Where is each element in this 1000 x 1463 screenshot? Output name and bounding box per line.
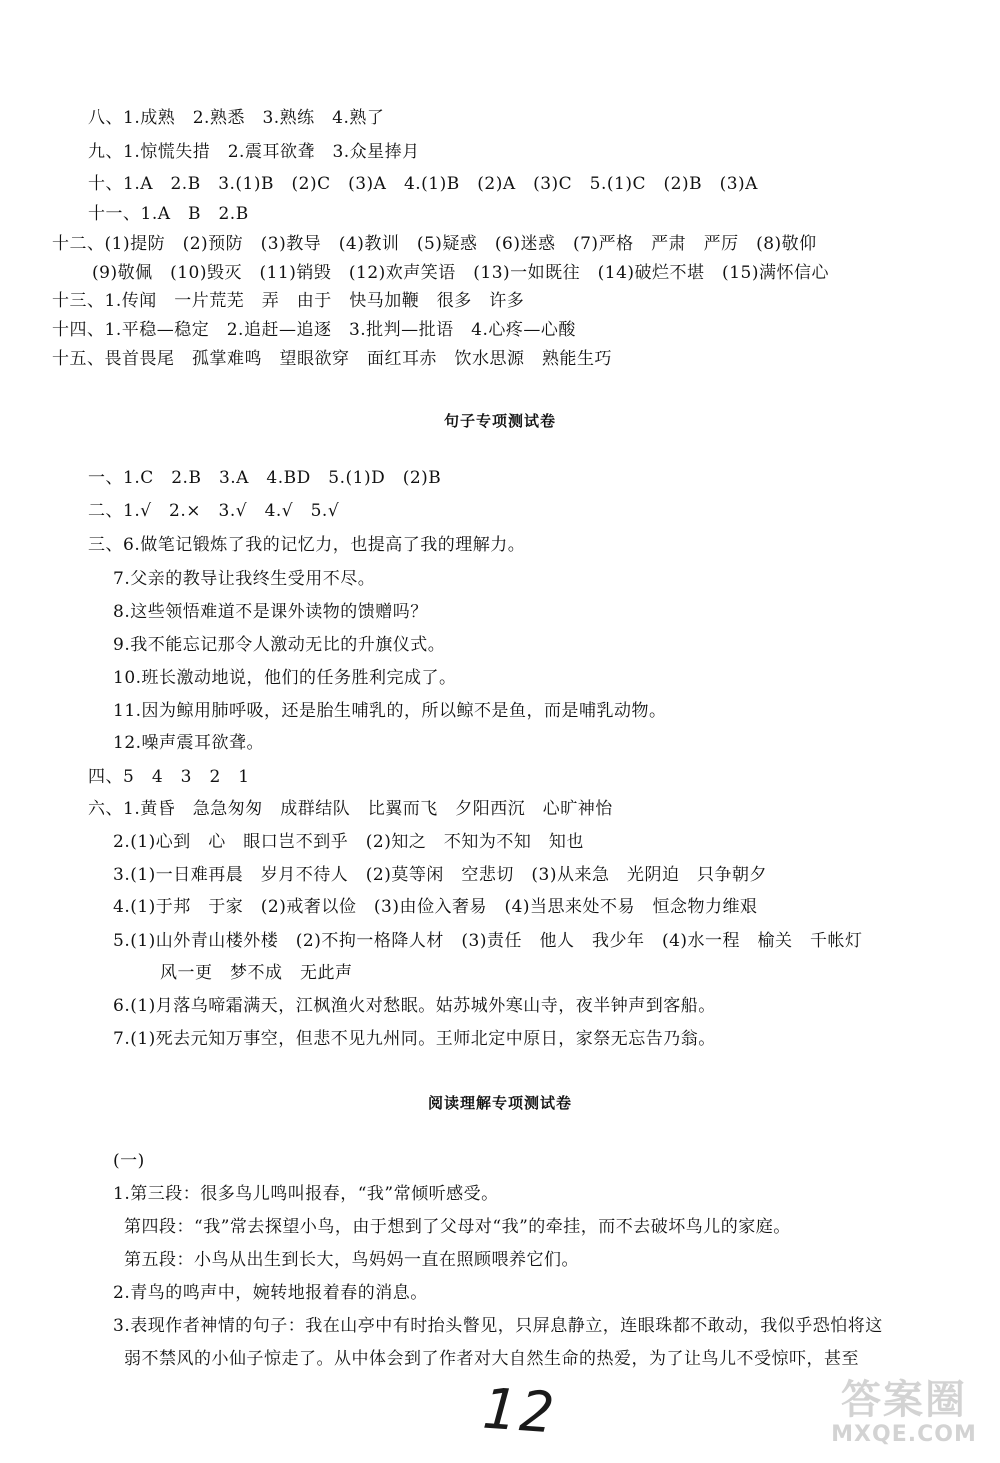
- answer-line-11: 十一、1.A B 2.B: [88, 204, 249, 224]
- reading-line: 第四段：“我”常去探望小鸟，由于想到了父母对“我”的牵挂，而不去破坏鸟儿的家庭。: [124, 1217, 791, 1237]
- sentence-line: 6.(1)月落乌啼霜满天，江枫渔火对愁眠。姑苏城外寒山寺，夜半钟声到客船。: [113, 996, 716, 1016]
- answer-line-8: 八、1.成熟 2.熟悉 3.熟练 4.熟了: [88, 108, 385, 128]
- sentence-line: 5.(1)山外青山楼外楼 (2)不拘一格降人材 (3)责任 他人 我少年 (4)水一程 榆关 千帐灯: [113, 931, 863, 951]
- reading-line: (一): [113, 1151, 145, 1171]
- sentence-line: 7.(1)死去元知万事空，但悲不见九州同。王师北定中原日，家祭无忘告乃翁。: [113, 1029, 716, 1049]
- sentence-line: 10.班长激动地说，他们的任务胜利完成了。: [113, 668, 457, 688]
- sentence-line: 二、1.√ 2.× 3.√ 4.√ 5.√: [88, 501, 340, 521]
- reading-line: 弱不禁风的小仙子惊走了。从中体会到了作者对大自然生命的热爱，为了让鸟儿不受惊吓，甚至: [124, 1349, 859, 1369]
- answer-line-12-cont: (9)敬佩 (10)毁灭 (11)销毁 (12)欢声笑语 (13)一如既往 (14)破烂不堪 (15)满怀信心: [92, 263, 829, 283]
- answer-line-10: 十、1.A 2.B 3.(1)B (2)C (3)A 4.(1)B (2)A (3)C 5.(1)C (2)B (3)A: [88, 174, 758, 194]
- sentence-line: 三、6.做笔记锻炼了我的记忆力，也提高了我的理解力。: [88, 535, 526, 555]
- watermark-domain: MXQE.COM: [831, 1422, 977, 1447]
- sentence-section-title: 句子专项测试卷: [443, 412, 556, 430]
- answer-line-14: 十四、1.平稳—稳定 2.追赶—追逐 3.批判—批语 4.心疼—心酸: [52, 320, 576, 340]
- reading-line: 1.第三段：很多鸟儿鸣叫报春，“我”常倾听感受。: [113, 1184, 499, 1204]
- watermark-text: 答案圈: [841, 1377, 967, 1423]
- sentence-line: 六、1.黄昏 急急匆匆 成群结队 比翼而飞 夕阳西沉 心旷神怡: [88, 799, 613, 819]
- reading-line: 2.青鸟的鸣声中，婉转地报着春的消息。: [113, 1283, 428, 1303]
- sentence-line: 3.(1)一日难再晨 岁月不待人 (2)莫等闲 空悲切 (3)从来急 光阴迫 只争朝夕: [113, 865, 767, 885]
- sentence-line: 风一更 梦不成 无此声: [160, 963, 353, 983]
- sentence-line: 一、1.C 2.B 3.A 4.BD 5.(1)D (2)B: [88, 468, 442, 488]
- answer-line-13: 十三、1.传闻 一片荒芜 弄 由于 快马加鞭 很多 许多: [52, 291, 525, 311]
- answer-line-12: 十二、(1)提防 (2)预防 (3)教导 (4)教训 (5)疑惑 (6)迷惑 (7)严格 严肃 严厉 (8)敬仰: [52, 234, 817, 254]
- reading-section-title: 阅读理解专项测试卷: [427, 1094, 572, 1112]
- sentence-line: 7.父亲的教导让我终生受用不尽。: [113, 569, 376, 589]
- sentence-line: 8.这些领悟难道不是课外读物的馈赠吗？: [113, 602, 428, 622]
- watermark-logo: [814, 1371, 994, 1455]
- reading-line: 第五段：小鸟从出生到长大，鸟妈妈一直在照顾喂养它们。: [124, 1250, 579, 1270]
- sentence-line: 12.噪声震耳欲聋。: [113, 733, 265, 753]
- sentence-line: 四、5 4 3 2 1: [88, 767, 250, 787]
- sentence-line: 11.因为鲸用肺呼吸，还是胎生哺乳的，所以鲸不是鱼，而是哺乳动物。: [113, 701, 667, 721]
- page-number: 12: [479, 1376, 560, 1447]
- sentence-line: 2.(1)心到 心 眼口岂不到乎 (2)知之 不知为不知 知也: [113, 832, 584, 852]
- answer-line-9: 九、1.惊慌失措 2.震耳欲聋 3.众星捧月: [88, 142, 420, 162]
- sentence-line: 4.(1)于邦 于家 (2)戒奢以俭 (3)由俭入奢易 (4)当思来处不易 恒念物力维艰: [113, 897, 758, 917]
- sentence-line: 9.我不能忘记那令人激动无比的升旗仪式。: [113, 635, 446, 655]
- reading-line: 3.表现作者神情的句子：我在山亭中有时抬头瞥见，只屏息静立，连眼珠都不敢动，我似乎恐怕将这: [113, 1316, 883, 1336]
- answer-line-15: 十五、畏首畏尾 孤掌难鸣 望眼欲穿 面红耳赤 饮水思源 熟能生巧: [52, 349, 612, 369]
